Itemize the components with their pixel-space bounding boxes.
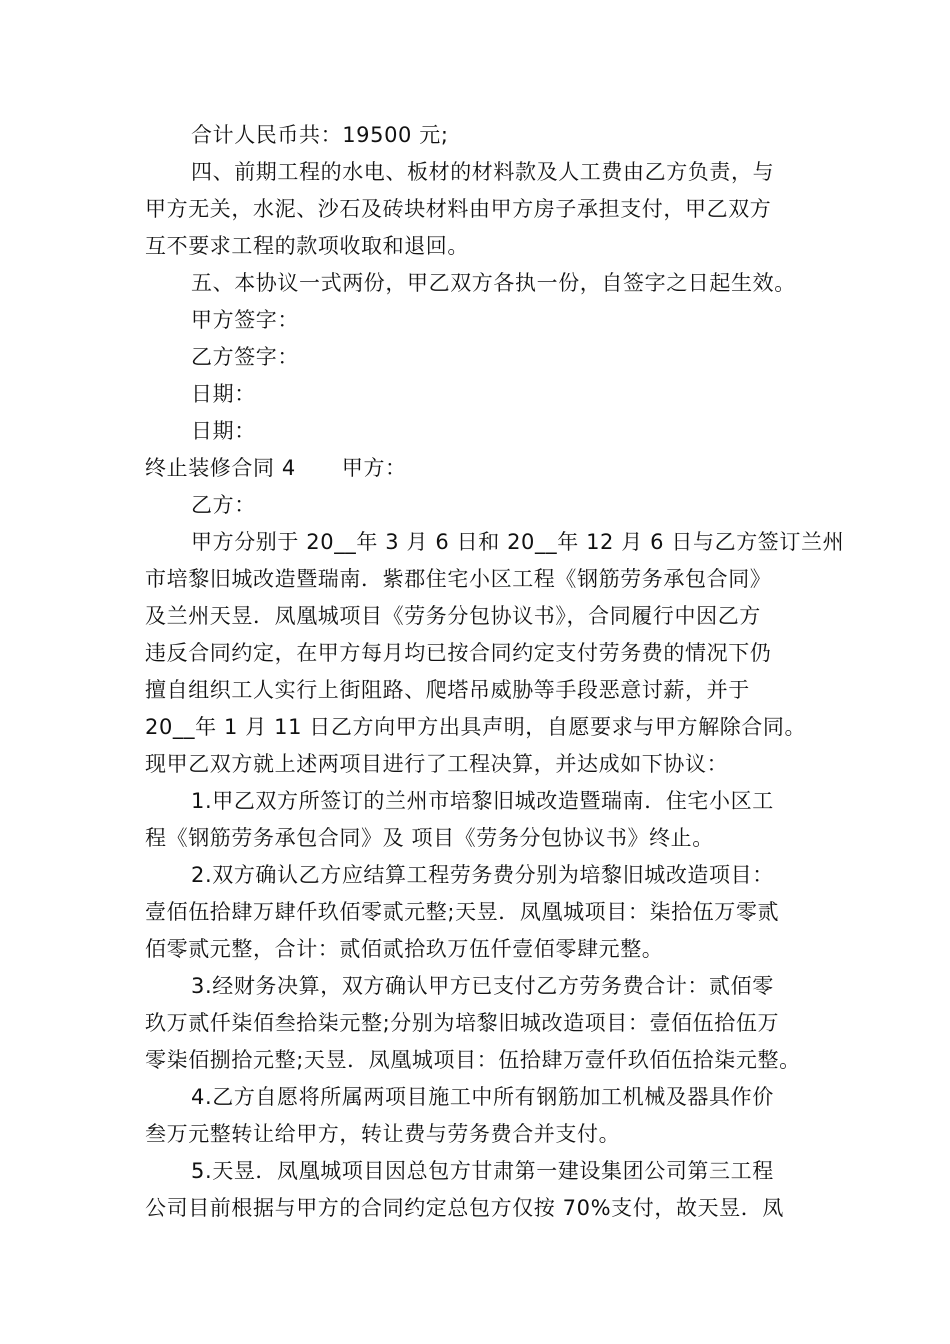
- text-line: 市培黎旧城改造暨瑞南．紫郡住宅小区工程《钢筋劳务承包合同》: [145, 567, 772, 591]
- clause-1-line: 1.甲乙双方所签订的兰州市培黎旧城改造暨瑞南．住宅小区工: [191, 789, 774, 813]
- text-line: 互不要求工程的款项收取和退回。: [145, 234, 469, 258]
- text-line: 及兰州天昱．凤凰城项目《劳务分包协议书》，合同履行中因乙方: [145, 604, 761, 628]
- party-b-label: 乙方：: [191, 493, 256, 517]
- date-label: 日期：: [191, 419, 256, 443]
- signature-party-b-label: 乙方签字：: [191, 345, 299, 369]
- document-body: [145, 117, 845, 1227]
- clause-3-line: 玖万贰仟柒佰叁拾柒元整;分别为培黎旧城改造项目：壹佰伍拾伍万: [145, 1011, 780, 1035]
- clause-3-line: 3.经财务决算，双方确认甲方已支付乙方劳务费合计：贰佰零: [191, 974, 774, 998]
- clause-3-line: 零柒佰捌拾元整;天昱．凤凰城项目：伍拾肆万壹仟玖佰伍拾柒元整。: [145, 1048, 801, 1072]
- party-a-label: 甲方：: [341, 456, 407, 480]
- text-line: 违反合同约定，在甲方每月均已按合同约定支付劳务费的情况下仍: [145, 641, 772, 665]
- clause-2-line: 佰零贰元整，合计：贰佰贰拾玖万伍仟壹佰零肆元整。: [145, 937, 664, 961]
- text-line: 甲方分别于 20__年 3 月 6 日和 20__年 12 月 6 日与乙方签订兰州: [191, 530, 845, 554]
- clause-2-line: 2.双方确认乙方应结算工程劳务费分别为培黎旧城改造项目：: [191, 863, 774, 887]
- clause-5-line: 5.天昱．凤凰城项目因总包方甘肃第一建设集团公司第三工程: [191, 1159, 774, 1183]
- section-heading: [145, 450, 810, 487]
- section-title: 终止装修合同 4: [145, 456, 296, 480]
- signature-party-a-label: 甲方签字：: [191, 308, 299, 332]
- text-line: 甲方无关，水泥、沙石及砖块材料由甲方房子承担支付，甲乙双方: [145, 197, 772, 221]
- text-line: 五、本协议一式两份，甲乙双方各执一份，自签字之日起生效。: [191, 271, 796, 295]
- clause-5-line: 公司目前根据与甲方的合同约定总包方仅按 70%支付，故天昱．凤: [145, 1196, 784, 1220]
- text-line: 擅自组织工人实行上街阻路、爬塔吊威胁等手段恶意讨薪，并于: [145, 678, 750, 702]
- text-line: 四、前期工程的水电、板材的材料款及人工费由乙方负责，与: [191, 160, 775, 184]
- text-line: 现甲乙双方就上述两项目进行了工程决算，并达成如下协议：: [145, 752, 729, 776]
- clause-4-line: 4.乙方自愿将所属两项目施工中所有钢筋加工机械及器具作价: [191, 1085, 774, 1109]
- text-line: 合计人民币共：19500 元;: [191, 123, 449, 147]
- clause-1-line: 程《钢筋劳务承包合同》及 项目《劳务分包协议书》终止。: [145, 826, 714, 850]
- date-label: 日期：: [191, 382, 256, 406]
- clause-4-line: 叁万元整转让给甲方，转让费与劳务费合并支付。: [145, 1122, 621, 1146]
- text-line: 20__年 1 月 11 日乙方向甲方出具声明，自愿要求与甲方解除合同。: [145, 715, 807, 739]
- clause-2-line: 壹佰伍拾肆万肆仟玖佰零贰元整;天昱．凤凰城项目：柒拾伍万零贰: [145, 900, 780, 924]
